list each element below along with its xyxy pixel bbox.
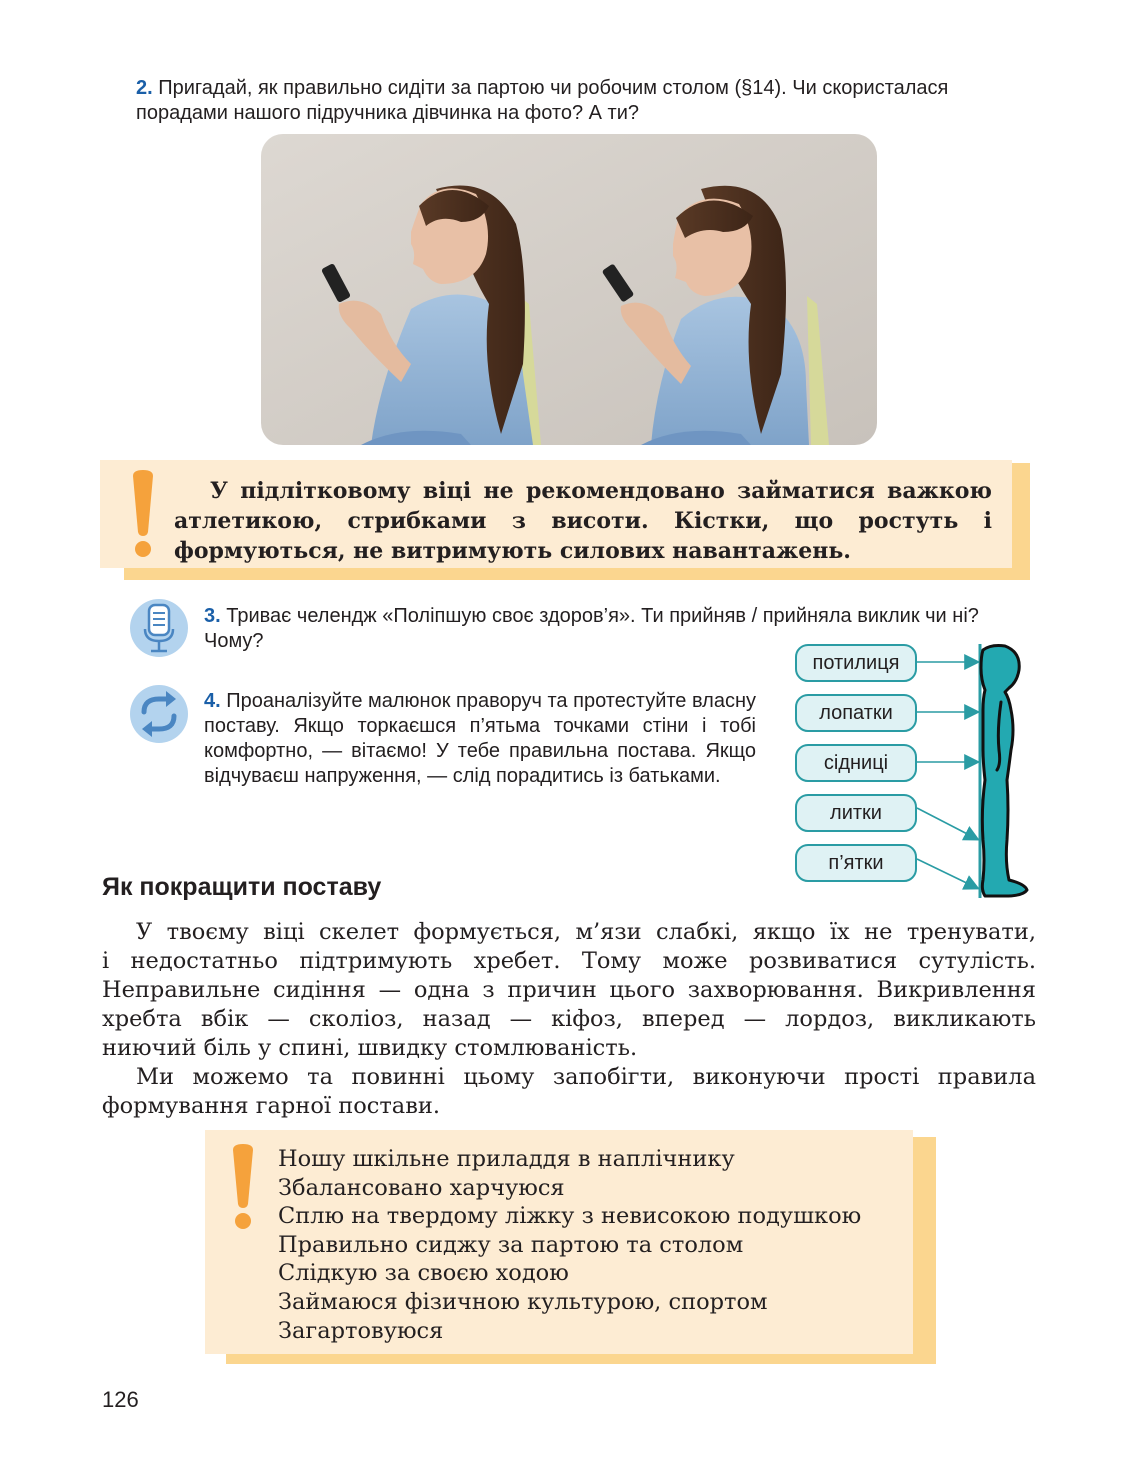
task-4-icon-circle (130, 685, 188, 743)
paragraph-2 (102, 1063, 1036, 1121)
task-3-text: Триває челендж «Поліпшую своє здоров’я». Ти прийняв / прийняла виклик чи ні? Чому? (204, 605, 979, 652)
list-item: Сплю на твердому ліжку з невисокою подушкою (278, 1203, 862, 1230)
paragraph-1-line: Неправильне сидіння — одна з причин цього захворювання. Викривлення (102, 977, 1036, 1003)
paragraph-2-line: формування гарної постави. (102, 1093, 441, 1119)
task-2-text: Пригадай, як правильно сидіти за партою чи робочим столом (§14). Чи скористалася порадами нашого підручника дівчинка на фото? А ти? (136, 77, 949, 124)
girl-posture-photo (261, 134, 877, 445)
posture-label-back-of-head: потилиця (795, 644, 917, 682)
posture-label-buttocks: сідниці (795, 744, 917, 782)
cycle-arrows-icon (130, 685, 188, 743)
list-item: Займаюся фізичною культурою, спортом (278, 1288, 768, 1315)
posture-label-calves: литки (795, 794, 917, 832)
posture-silhouette-figure (913, 640, 1043, 902)
posture-label-heels: п’ятки (795, 844, 917, 882)
section-title: Як покращити поставу (102, 873, 382, 901)
list-item: Правильно сиджу за партою та столом (278, 1231, 744, 1258)
task-4 (204, 689, 756, 789)
list-item: Слідкую за своєю ходою (278, 1260, 569, 1287)
page-number: 126 (102, 1387, 139, 1412)
posture-label-shoulder-blades: лопатки (795, 694, 917, 732)
paragraph-1-line: ниючий біль у спині, швидку стомлюваність. (102, 1035, 638, 1061)
posture-rules-list (278, 1145, 861, 1345)
human-silhouette (981, 646, 1027, 897)
task-4-number: 4. (204, 690, 221, 712)
task-3-number: 3. (204, 605, 221, 627)
list-item: Збалансовано харчуюся (278, 1174, 565, 1201)
task-2-number: 2. (136, 77, 153, 99)
arrow-calves (917, 808, 977, 839)
paragraph-2-line: Ми можемо та повинні цьому запобігти, виконуючи прості правила (136, 1064, 1036, 1090)
arrow-heels (917, 859, 977, 888)
paragraph-1-line: і недостатньо підтримують хребет. Тому може розвиватися сутулість. (102, 948, 1036, 974)
exclamation-icon (130, 470, 156, 558)
paragraph-1-line: хребта вбік — сколіоз, назад — кіфоз, вперед — лордоз, викликають (102, 1006, 1036, 1032)
photo-illustration (261, 134, 877, 445)
paragraph-1-line: У твоєму віці скелет формується, м’язи слабкі, якщо їх не тренувати, (136, 919, 1036, 945)
task-3-icon-circle (130, 599, 188, 657)
note-1-text: У підлітковому віці не рекомендовано займатися важкою атлетикою, стрибками з висоти. Кістки, що ростуть і формуються, не витримують силових навантажень. (174, 478, 992, 564)
list-item: Загартовуюся (278, 1317, 444, 1344)
task-2 (136, 76, 1038, 126)
task-4-text: Проаналізуйте малюнок праворуч та протестуйте власну поставу. Якщо торкаєшся п’ятьма точками стіни і тобі комфортно, — вітаємо! У тебе правильна постава. Якщо відчуваєш напруження, — слід порадитись із батьками. (204, 690, 756, 787)
exclamation-icon (230, 1144, 256, 1230)
microphone-icon (130, 599, 188, 657)
paragraph-1 (102, 918, 1036, 1063)
list-item: Ношу шкільне приладдя в наплічнику (278, 1146, 735, 1172)
